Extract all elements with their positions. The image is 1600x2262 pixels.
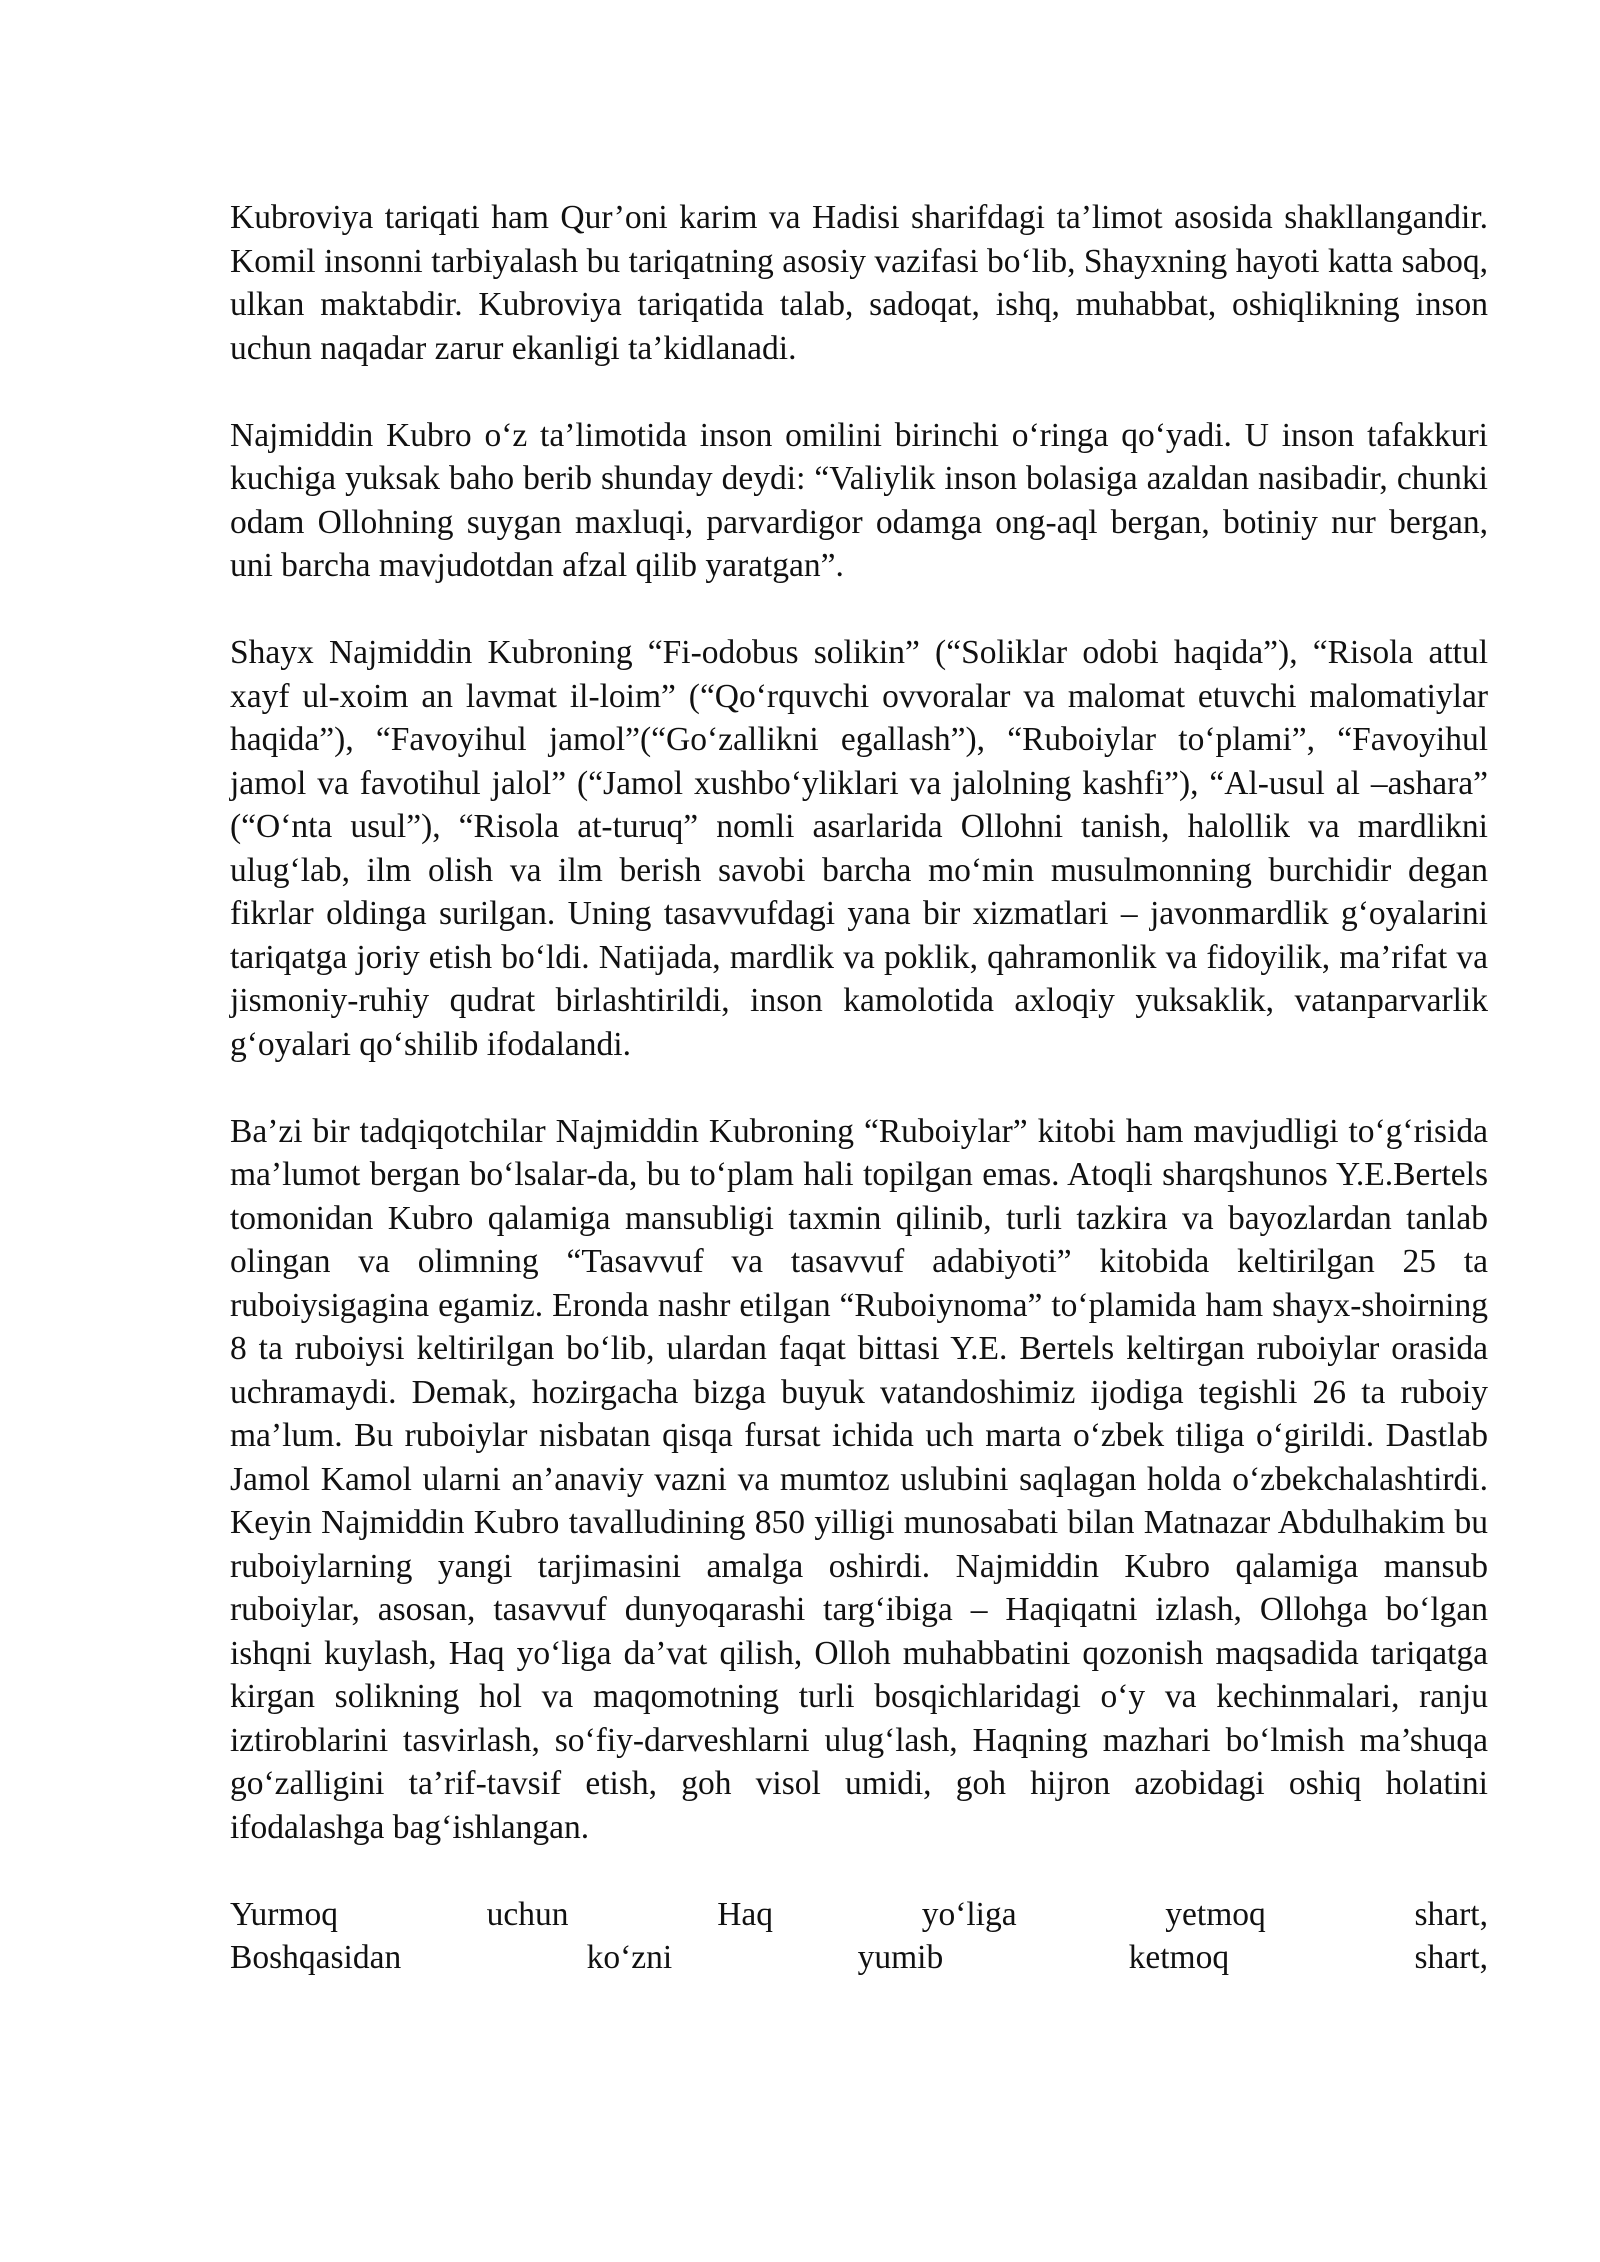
verse-line-2: Boshqasidan ko‘zni yumib ketmoq shart, — [230, 1939, 1488, 1976]
paragraph-inson-omili: Najmiddin Kubro o‘z ta’limotida inson omilini birinchi o‘ringa qo‘yadi. U inson tafakkuri kuchiga yuksak baho berib shunday deydi: “Valiylik inson bolasiga azaldan nasibadir, chunki odam Ollohning suygan maxluqi, parvardigor odamga ong-aql bergan, botiniy nur bergan, uni barcha mavjudotdan afzal qilib yaratgan”. — [230, 416, 1488, 584]
paragraph-ruboiylar: Ba’zi bir tadqiqotchilar Najmiddin Kubroning “Ruboiylar” kitobi ham mavjudligi to‘g‘risida ma’lumot bergan bo‘lsalar-da, bu to‘plam hali topilgan emas. Atoqli sharqshunos Y.E.Bertels tomonidan Kubro qalamiga mansubligi taxmin qilinib, turli tazkira va bayozlardan tanlab olingan va olimning “Tasavvuf va tasavvuf adabiyoti” kitobida keltirilgan 25 ta ruboiysigagina egamiz. Eronda nashr etilgan “Ruboiynoma” to‘plamida ham shayx-shoirning 8 ta ruboiysi keltirilgan bo‘lib, ulardan faqat bittasi Y.E. Bertels keltirgan ruboiylar orasida uchramaydi. Demak, hozirgacha bizga buyuk vatandoshimiz ijodiga tegishli 26 ta ruboiy ma’lum. Bu ruboiylar nisbatan qisqa fursat ichida uch marta o‘zbek tiliga o‘girildi. Dastlab Jamol Kamol ularni an’anaviy vazni va mumtoz uslubini saqlagan holda o‘zbekchalashtirdi. Keyin Najmiddin Kubro tavalludining 850 yilligi munosabati bilan Matnazar Abdulhakim bu ruboiylarning yangi tarjimasini amalga oshirdi. Najmiddin Kubro qalamiga mansub ruboiylar, asosan, tasavvuf dunyoqarashi targ‘ibiga – Haqiqatni izlash, Ollohga bo‘lgan ishqni kuylash, Haq yo‘liga da’vat qilish, Olloh muhabbatini qozonish maqsadida tariqatga kirgan solikning hol va maqomotning turli bosqichlaridagi o‘y va kechinmalari, ranju iztiroblarini tasvirlash, so‘fiy-darveshlarni ulug‘lash, Haqning mazhari bo‘lmish ma’shuqa go‘zalligini ta’rif-tavsif etish, goh visol umidi, goh hijron azobidagi oshiq holatini ifodalashga bag‘ishlangan. — [230, 1112, 1488, 1846]
document-page — [230, 196, 1488, 1980]
paragraph-asarlar: Shayx Najmiddin Kubroning “Fi-odobus solikin” (“Soliklar odobi haqida”), “Risola attul xayf ul-xoim an lavmat il-loim” (“Qo‘rquvchi ovvoralar va malomat etuvchi malomatiylar haqida”), “Favoyihul jamol”(“Go‘zallikni egallash”), “Ruboiylar to‘plami”, “Favoyihul jamol va favotihul jalol” (“Jamol xushbo‘yliklari va jalolning kashfi”), “Al-usul al –ashara” (“O‘nta usul”), “Risola at-turuq” nomli asarlarida Ollohni tanish, halollik va mardlikni ulug‘lab, ilm olish va ilm berish savobi barcha mo‘min musulmonning burchidir degan fikrlar oldinga surilgan. Uning tasavvufdagi yana bir xizmatlari – javonmardlik g‘oyalarini tariqatga joriy etish bo‘ldi. Natijada, mardlik va poklik, qahramonlik va fidoyilik, ma’rifat va jismoniy-ruhiy qudrat birlashtirildi, inson kamolotida axloqiy yuksaklik, vatanparvarlik g‘oyalari qo‘shilib ifodalandi. — [230, 634, 1488, 1063]
paragraph-kubroviya-intro: Kubroviya tariqati ham Qur’oni karim va Hadisi sharifdagi ta’limot asosida shakllangandir. Komil insonni tarbiyalash bu tariqatning asosiy vazifasi bo‘lib, Shayxning hayoti katta saboq, ulkan maktabdir. Kubroviya tariqatida talab, sadoqat, ishq, muhabbat, oshiqlikning inson uchun naqadar zarur ekanligi ta’kidlanadi. — [230, 199, 1488, 367]
verse-line-1: Yurmoq uchun Haq yo‘liga yetmoq shart, — [230, 1895, 1488, 1933]
verse-block — [230, 1893, 1488, 1980]
